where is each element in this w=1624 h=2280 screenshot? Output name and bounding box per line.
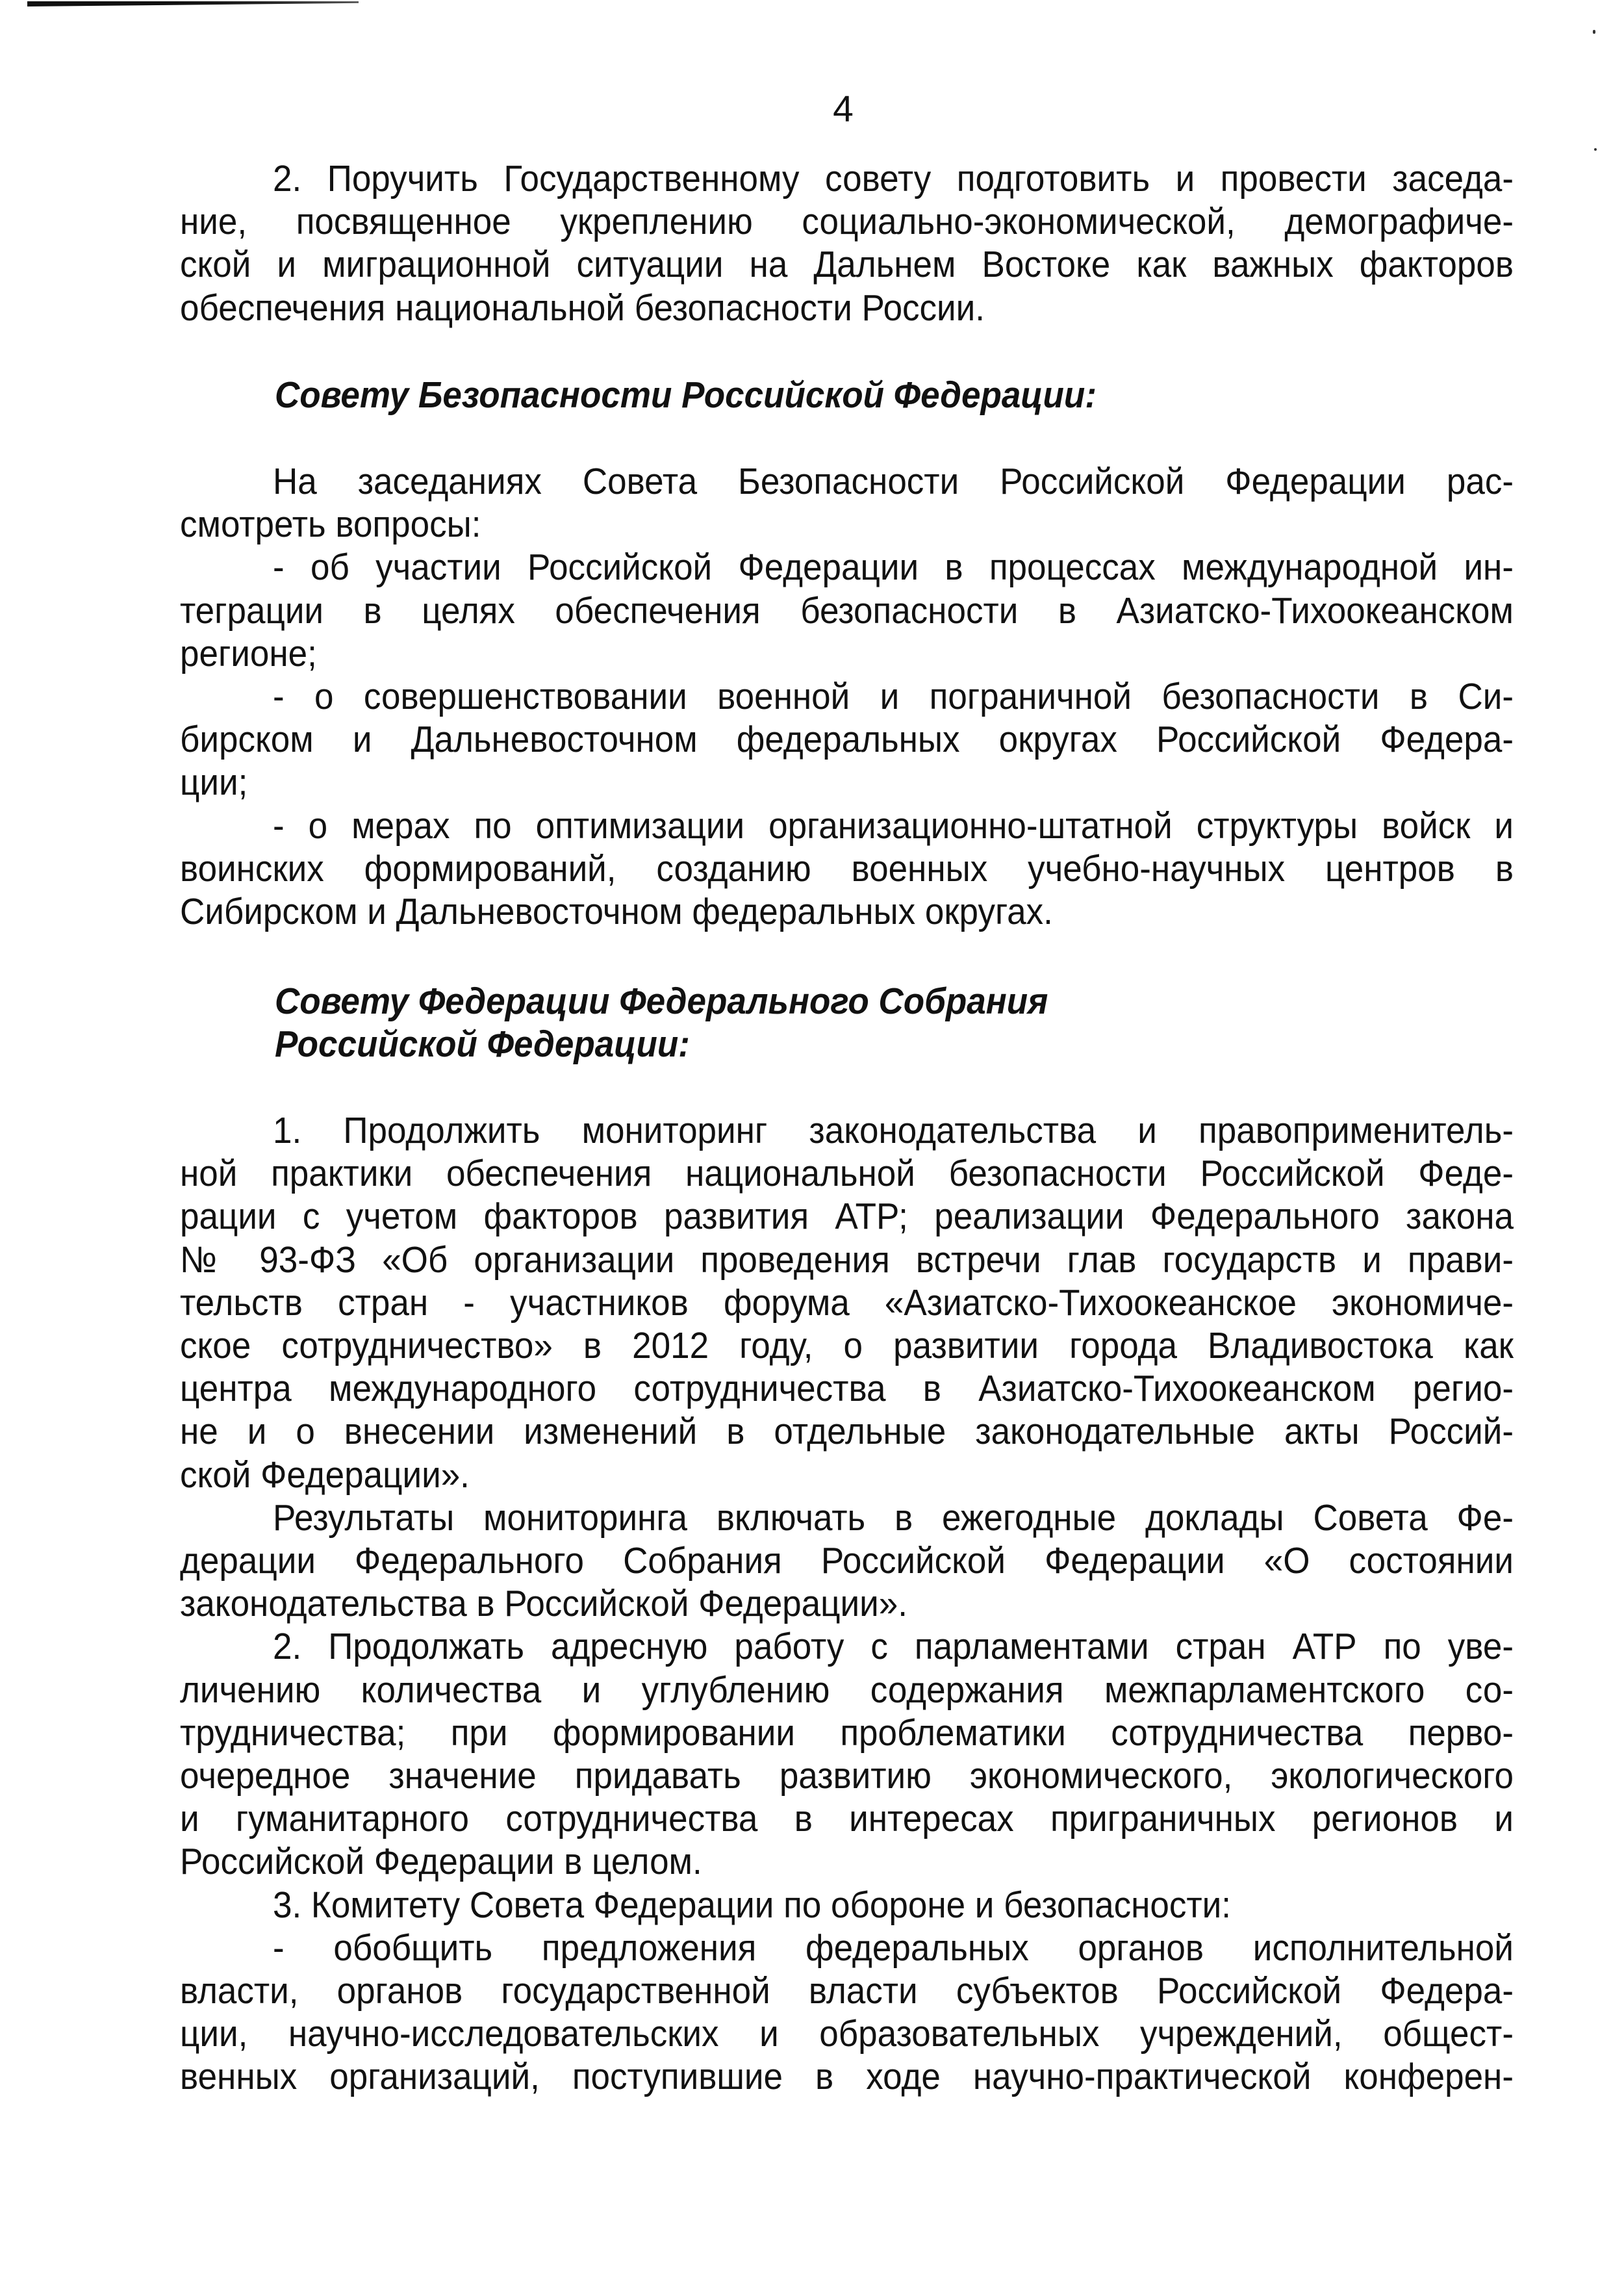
paragraph-line: № 93-ФЗ «Об организации проведения встречи глав государств и прави- (180, 1238, 1514, 1281)
paragraph-first-line: - обобщить предложения федеральных органов исполнительной (273, 1927, 1514, 1969)
paragraph-first-line: 1. Продолжить мониторинг законодательства и правопримeнитель- (273, 1110, 1514, 1151)
paragraph-line: бирском и Дальневосточном федеральных округах Российской Федера- (180, 719, 1514, 761)
paragraph-line: тельств стран - участников форума «Азиатско-Тихоокеанское экономиче- (180, 1281, 1514, 1324)
scan-speck (1593, 30, 1595, 34)
paragraph-line: обеспечения национальной безопасности России. (180, 287, 985, 329)
paragraph-line: ной практики обеспечения национальной безопасности Российской Феде- (180, 1153, 1514, 1195)
scan-artifact-bar (27, 1, 359, 6)
paragraph-line: воинских формирований, созданию военных учебно-научных центров в (180, 847, 1514, 890)
scan-speck (1594, 148, 1597, 151)
paragraph-first-line: 2. Поручить Государственному совету подготовить и провести заседа- (273, 158, 1514, 199)
paragraph-line: очередное значение придавать развитию экономического, экологического (180, 1755, 1514, 1797)
paragraph-line: ции; (180, 762, 248, 804)
paragraph-line: ской и миграционной ситуации на Дальнем Востоке как важных факторов (180, 244, 1514, 286)
paragraph-line: регионе; (180, 632, 317, 674)
paragraph-line: и гуманитарного сотрудничества в интересах приграничных регионов и (180, 1798, 1514, 1840)
paragraph-first-line: - о мерах по оптимизации организационно-штатной структуры войск и (273, 804, 1514, 847)
page-number: 4 (833, 88, 854, 130)
paragraph-line: власти, органов государственной власти субъектов Российской Федера- (180, 1970, 1514, 2012)
paragraph-line: ское сотрудничество» в 2012 году, о развитии города Владивостока как (180, 1325, 1514, 1366)
paragraph-first-line: - об участии Российской Федерации в процессах международной ин- (273, 546, 1514, 589)
paragraph-first-line: 3. Комитету Совета Федерации по обороне и безопасности: (273, 1884, 1231, 1926)
paragraph-line: центра международного сотрудничества в Азиатско-Тихоокеанском регио- (180, 1368, 1514, 1410)
paragraph-line: венных организаций, поступившие в ходе научно-практической конферен- (180, 2056, 1514, 2098)
paragraph-first-line: 2. Продолжать адресную работу с парламентами стран АТР по уве- (273, 1626, 1514, 1668)
paragraph-line: дерации Федерального Собрания Российской Федерации «О состоянии (180, 1540, 1514, 1582)
paragraph-line: теграции в целях обеспечения безопасности в Азиатско-Тихоокеанском (180, 589, 1514, 632)
section-heading: Совету Безопасности Российской Федерации: (275, 374, 1097, 416)
paragraph-line: законодательства в Российской Федерации». (180, 1583, 907, 1625)
paragraph-line: трудничества; при формировании проблематики сотрудничества перво- (180, 1711, 1514, 1754)
paragraph-first-line: - о совершенствовании военной и пограничной безопасности в Си- (273, 676, 1514, 717)
paragraph-line: не и о внесении изменений в отдельные законодательные акты Россий- (180, 1411, 1514, 1453)
paragraph-line: Сибирском и Дальневосточном федеральных округах. (180, 891, 1053, 932)
section-heading: Совету Федерации Федерального Собрания (275, 980, 1048, 1022)
paragraph-first-line: На заседаниях Совета Безопасности Российской Федерации рас- (273, 461, 1514, 502)
paragraph-line: личению количества и углублению содержания межпарламентского со- (180, 1669, 1514, 1711)
paragraph-first-line: Результаты мониторинга включать в ежегодные доклады Совета Фе- (273, 1496, 1514, 1539)
section-heading: Российской Федерации: (275, 1023, 690, 1066)
paragraph-line: ской Федерации». (180, 1454, 470, 1496)
paragraph-line: рации с учетом факторов развития АТР; реализации Федерального закона (180, 1196, 1514, 1238)
paragraph-line: ние, посвященное укреплению социально-экономической, демографиче- (180, 201, 1514, 243)
paragraph-line: ции, научно-исследовательских и образовательных учреждений, общест- (180, 2013, 1514, 2055)
paragraph-line: смотреть вопросы: (180, 504, 481, 546)
paragraph-line: Российской Федерации в целом. (180, 1841, 702, 1883)
